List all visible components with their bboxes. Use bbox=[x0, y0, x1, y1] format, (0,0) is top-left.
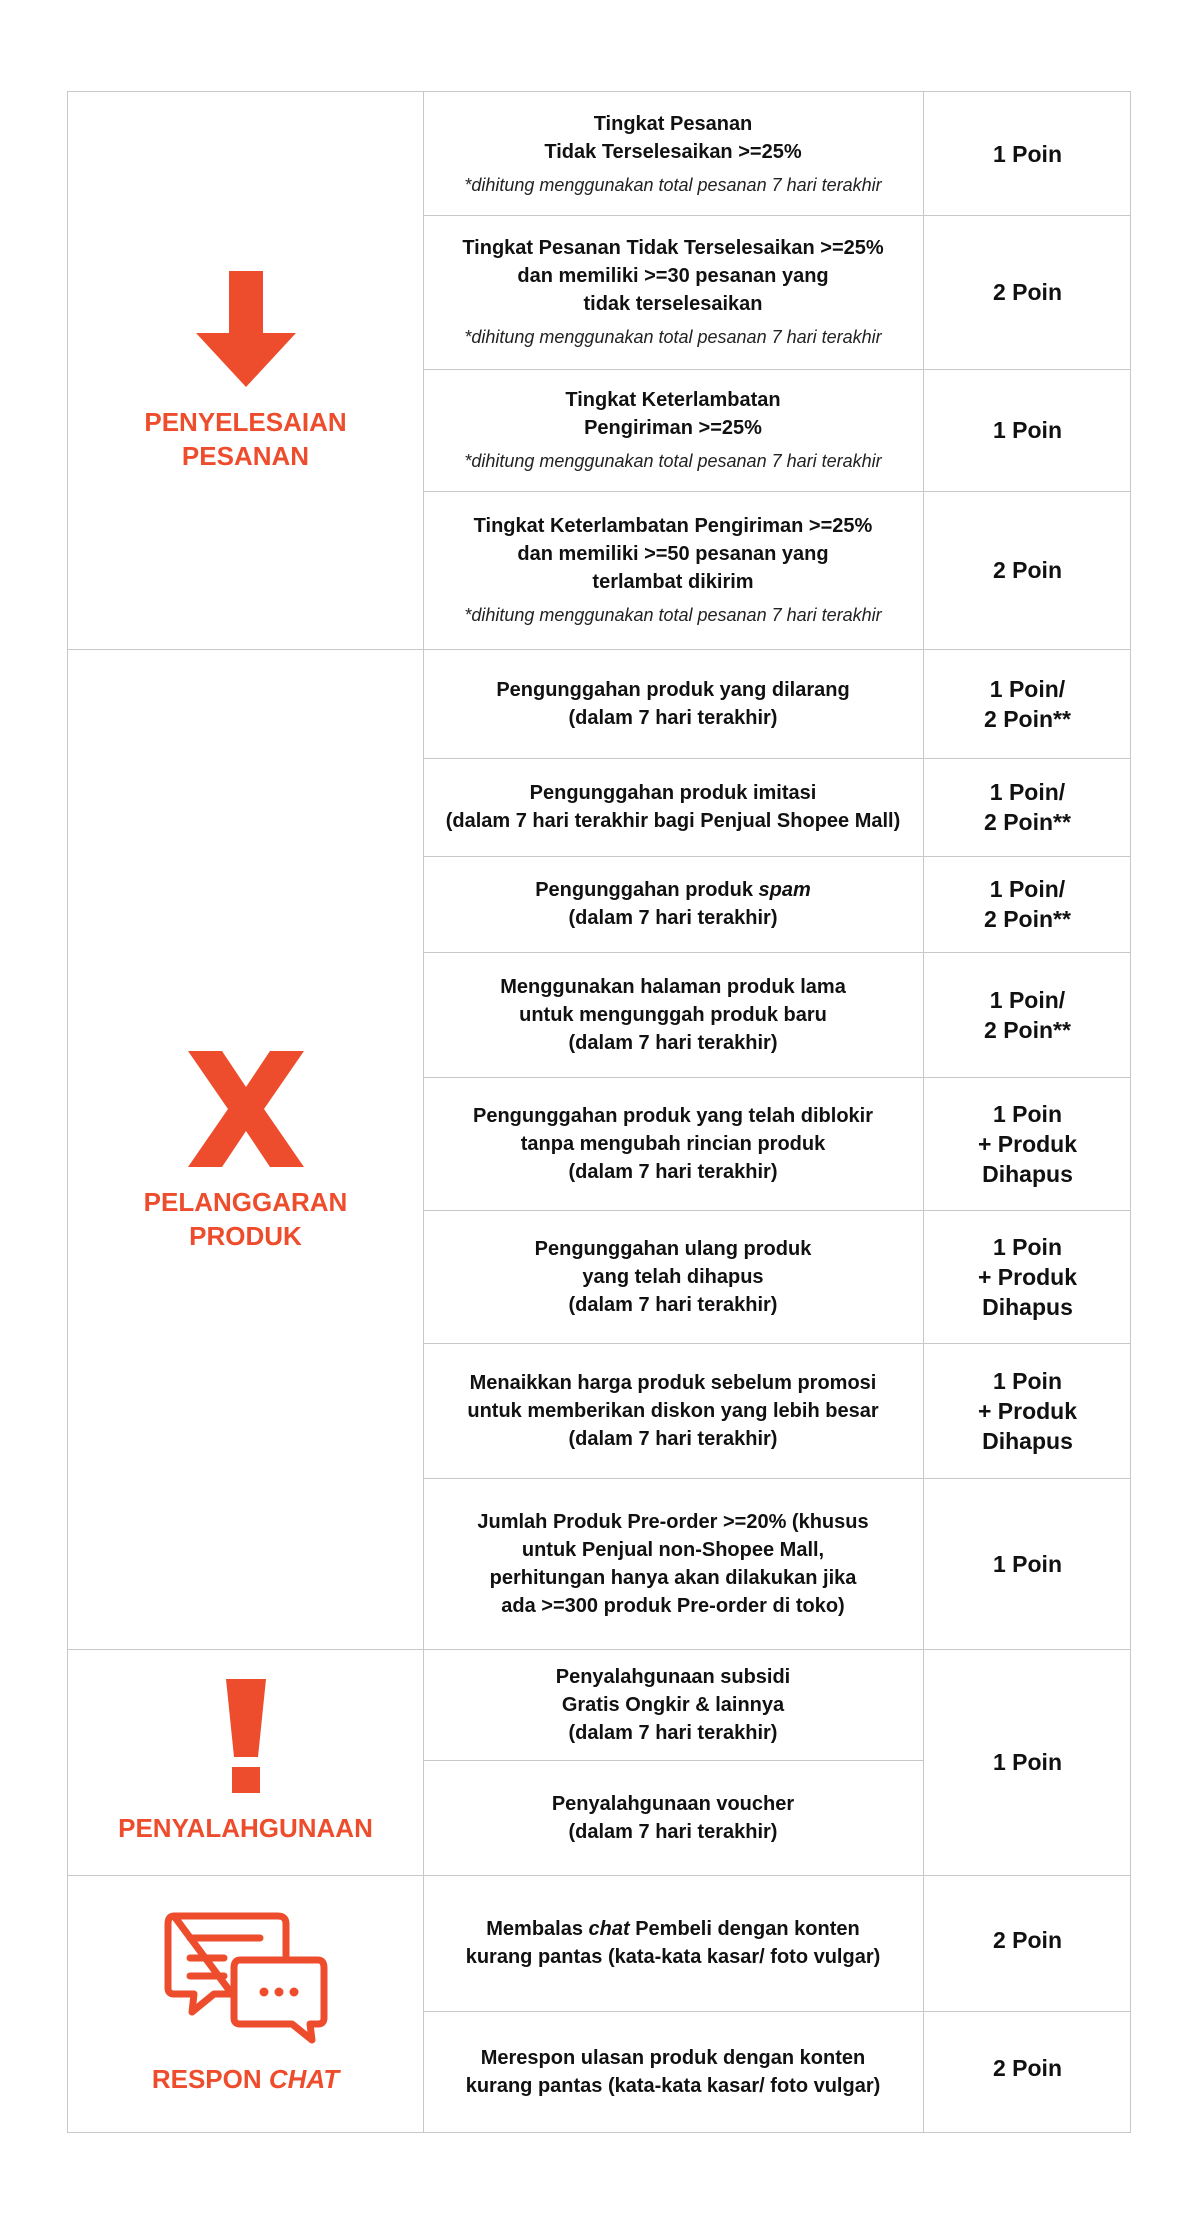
points-cell: 1 Poin bbox=[992, 1749, 1062, 1775]
category-label: PENYALAHGUNAAN bbox=[118, 1813, 373, 1843]
category-penyelesaian-pesanan bbox=[68, 242, 423, 502]
rule-row: Merespon ulasan produk dengan konten kurang pantas (kata-kata kasar/ foto vulgar) bbox=[465, 2046, 881, 2097]
category-respon-chat bbox=[68, 1875, 423, 2132]
rule-row: Pengunggahan produk yang telah diblokir tanpa mengubah rincian produk (dalam 7 hari terakhir) bbox=[472, 1104, 874, 1183]
points-cell: 1 Poin/ 2 Poin** bbox=[984, 986, 1071, 1043]
points-cell: 1 Poin + Produk Dihapus bbox=[977, 1100, 1078, 1187]
points-cell: 1 Poin bbox=[992, 140, 1062, 167]
points-cell: 1 Poin + Produk Dihapus bbox=[977, 1233, 1078, 1320]
rule-row: Menaikkan harga produk sebelum promosi untuk memberikan diskon yang lebih besar (dalam 7 hari terakhir) bbox=[467, 1371, 879, 1450]
rule-row: Jumlah Produk Pre-order >=20% (khusus untuk Penjual non-Shopee Mall, perhitungan hanya akan dilakukan jika ada >=300 produk Pre-order di toko) bbox=[477, 1510, 869, 1617]
category-penyalahgunaan bbox=[68, 1649, 423, 1875]
rule-row: Tingkat Keterlambatan Pengiriman >=25% *dihitung menggunakan total pesanan 7 hari terakhir bbox=[464, 389, 882, 471]
points-cell: 1 Poin + Produk Dihapus bbox=[977, 1367, 1078, 1454]
penalty-points-table bbox=[67, 91, 1131, 2133]
chat-bubbles-icon bbox=[164, 1912, 328, 2044]
rule-row: Penyalahgunaan voucher (dalam 7 hari terakhir) bbox=[551, 1792, 795, 1843]
rule-row: Membalas chat Pembeli dengan konten kurang pantas (kata-kata kasar/ foto vulgar) bbox=[465, 1918, 881, 1968]
category-label: PENYELESAIAN PESANAN bbox=[144, 407, 347, 471]
points-cell: 2 Poin bbox=[992, 2055, 1062, 2081]
rule-row: Pengunggahan produk yang dilarang (dalam 7 hari terakhir) bbox=[496, 678, 850, 729]
arrow-down-icon bbox=[196, 271, 296, 387]
points-cell: 2 Poin bbox=[992, 557, 1062, 583]
points-cell: 1 Poin bbox=[992, 417, 1062, 443]
points-cell: 1 Poin/ 2 Poin** bbox=[984, 675, 1071, 732]
points-cell: 1 Poin bbox=[992, 1550, 1062, 1577]
category-label: RESPON CHAT bbox=[151, 2063, 340, 2094]
x-icon bbox=[188, 1051, 304, 1167]
rule-row: Menggunakan halaman produk lama untuk mengunggah produk baru (dalam 7 hari terakhir) bbox=[500, 975, 846, 1054]
points-cell: 2 Poin bbox=[992, 1927, 1062, 1953]
points-cell: 1 Poin/ 2 Poin** bbox=[984, 876, 1071, 932]
rule-row: Penyalahgunaan subsidi Gratis Ongkir & lainnya (dalam 7 hari terakhir) bbox=[555, 1665, 791, 1744]
category-label: PELANGGARAN PRODUK bbox=[143, 1187, 348, 1251]
rule-row: Pengunggahan produk imitasi (dalam 7 hari terakhir bagi Penjual Shopee Mall) bbox=[445, 782, 901, 832]
rule-row: Pengunggahan produk spam (dalam 7 hari terakhir) bbox=[535, 879, 811, 929]
rule-row: Tingkat Pesanan Tidak Terselesaikan >=25% dan memiliki >=30 pesanan yang tidak terselesaikan *dihitung menggunakan total pesanan 7 hari terakhir bbox=[462, 237, 884, 347]
category-pelanggaran-produk bbox=[68, 992, 423, 1312]
rule-row: Tingkat Keterlambatan Pengiriman >=25% dan memiliki >=50 pesanan yang terlambat dikirim *dihitung menggunakan total pesanan 7 hari terakhir bbox=[464, 515, 882, 625]
points-cell: 1 Poin/ 2 Poin** bbox=[984, 779, 1071, 835]
exclamation-icon bbox=[226, 1679, 266, 1793]
rule-row: Tingkat Pesanan Tidak Terselesaikan >=25% *dihitung menggunakan total pesanan 7 hari terakhir bbox=[464, 112, 882, 195]
rule-row: Pengunggahan ulang produk yang telah dihapus (dalam 7 hari terakhir) bbox=[534, 1237, 812, 1316]
points-cell: 2 Poin bbox=[992, 279, 1062, 305]
